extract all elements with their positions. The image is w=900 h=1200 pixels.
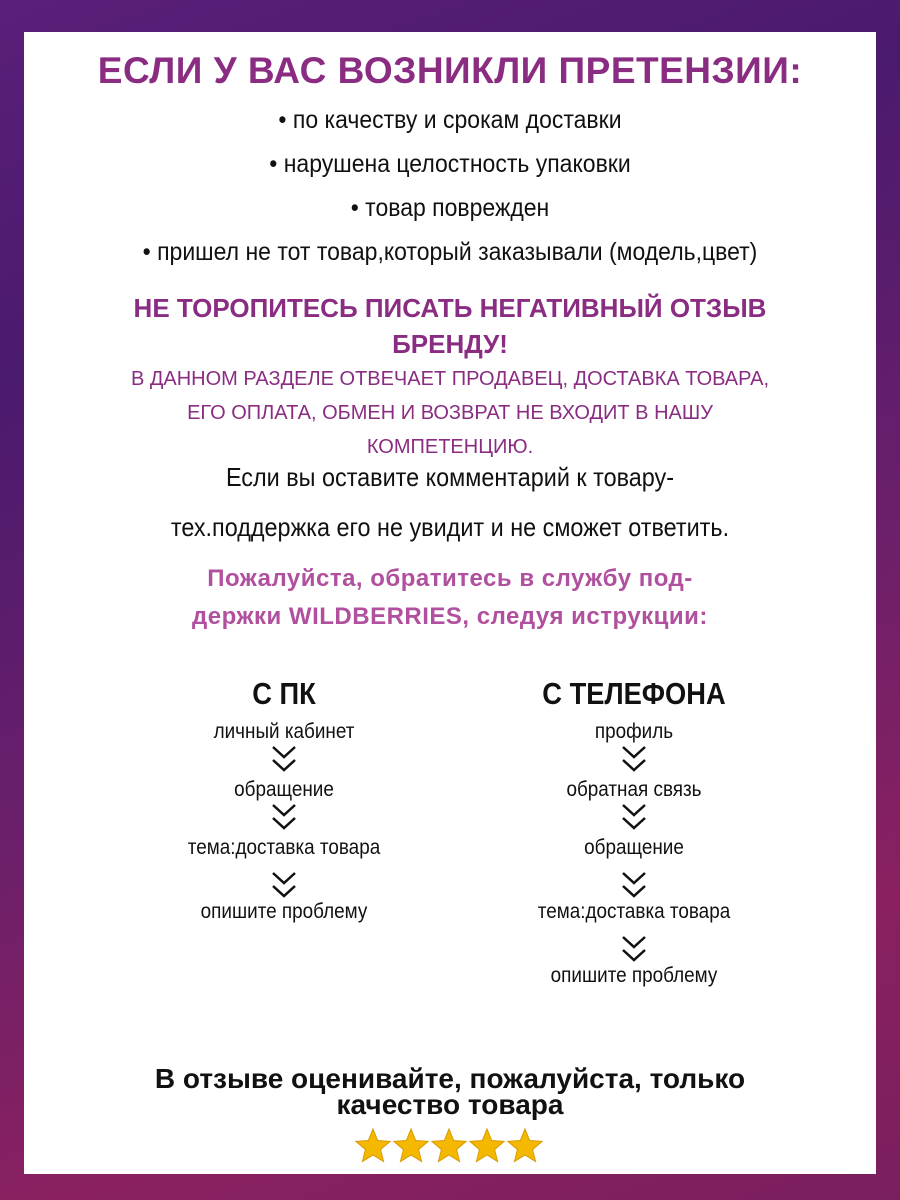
pc-step-3: тема:доставка товара	[187, 836, 381, 859]
double-chevron-down-icon	[620, 870, 648, 900]
double-chevron-down-icon	[620, 744, 648, 774]
warning-body-3: КОМПЕТЕНЦИЮ.	[366, 436, 534, 458]
info-card	[24, 32, 876, 1174]
phone-instructions	[504, 676, 764, 988]
star-icon	[470, 1129, 504, 1162]
support-text-1: Пожалуйста, обратитесь в службу под-	[207, 565, 693, 592]
pc-instructions	[154, 676, 414, 924]
warning-body-2: ЕГО ОПЛАТА, ОБМЕН И ВОЗВРАТ НЕ ВХОДИТ В НАШУ	[187, 402, 713, 424]
phone-step-2: обратная связь	[566, 778, 702, 801]
star-icon	[356, 1129, 390, 1162]
warning-body-1: В ДАННОМ РАЗДЕЛЕ ОТВЕЧАЕТ ПРОДАВЕЦ, ДОСТАВКА ТОВАРА,	[130, 368, 770, 390]
bullet-quality: • по качеству и срокам доставки	[278, 106, 622, 134]
star-icon	[508, 1129, 542, 1162]
phone-heading: С ТЕЛЕФОНА	[542, 676, 726, 711]
pc-step-2: обращение	[234, 778, 334, 801]
phone-step-1: профиль	[594, 720, 674, 743]
star-icon	[432, 1129, 466, 1162]
pc-step-4: опишите проблему	[200, 900, 368, 923]
phone-step-4: тема:доставка товара	[537, 900, 731, 923]
phone-step-5: опишите проблему	[550, 964, 718, 987]
warning-heading-2: БРЕНДУ!	[392, 329, 508, 359]
double-chevron-down-icon	[270, 870, 298, 900]
double-chevron-down-icon	[270, 744, 298, 774]
support-text-2: держки WILDBERRIES, следуя иструкции:	[192, 603, 708, 630]
pc-step-1: личный кабинет	[213, 720, 355, 743]
warning-heading-1: НЕ ТОРОПИТЕСЬ ПИСАТЬ НЕГАТИВНЫЙ ОТЗЫВ	[133, 293, 767, 323]
star-icon	[394, 1129, 428, 1162]
bullet-damaged: • товар поврежден	[350, 194, 550, 222]
bullet-wrong-item: • пришел не тот товар,который заказывали (модель,цвет)	[142, 238, 758, 266]
footer-line-1: В отзыве оценивайте, пожалуйста, только	[154, 1063, 746, 1094]
rating-stars	[354, 1126, 544, 1166]
bullet-packaging: • нарушена целостность упаковки	[269, 150, 631, 178]
double-chevron-down-icon	[620, 934, 648, 964]
comment-note-1: Если вы оставите комментарий к товару-	[225, 462, 675, 492]
double-chevron-down-icon	[270, 802, 298, 832]
phone-step-3: обращение	[584, 836, 684, 859]
pc-heading: С ПК	[252, 676, 316, 711]
comment-note-2: тех.поддержка его не увидит и не сможет ответить.	[170, 512, 730, 542]
footer-line-2: качество товара	[336, 1089, 564, 1120]
page-title: ЕСЛИ У ВАС ВОЗНИКЛИ ПРЕТЕНЗИИ:	[97, 50, 803, 91]
double-chevron-down-icon	[620, 802, 648, 832]
